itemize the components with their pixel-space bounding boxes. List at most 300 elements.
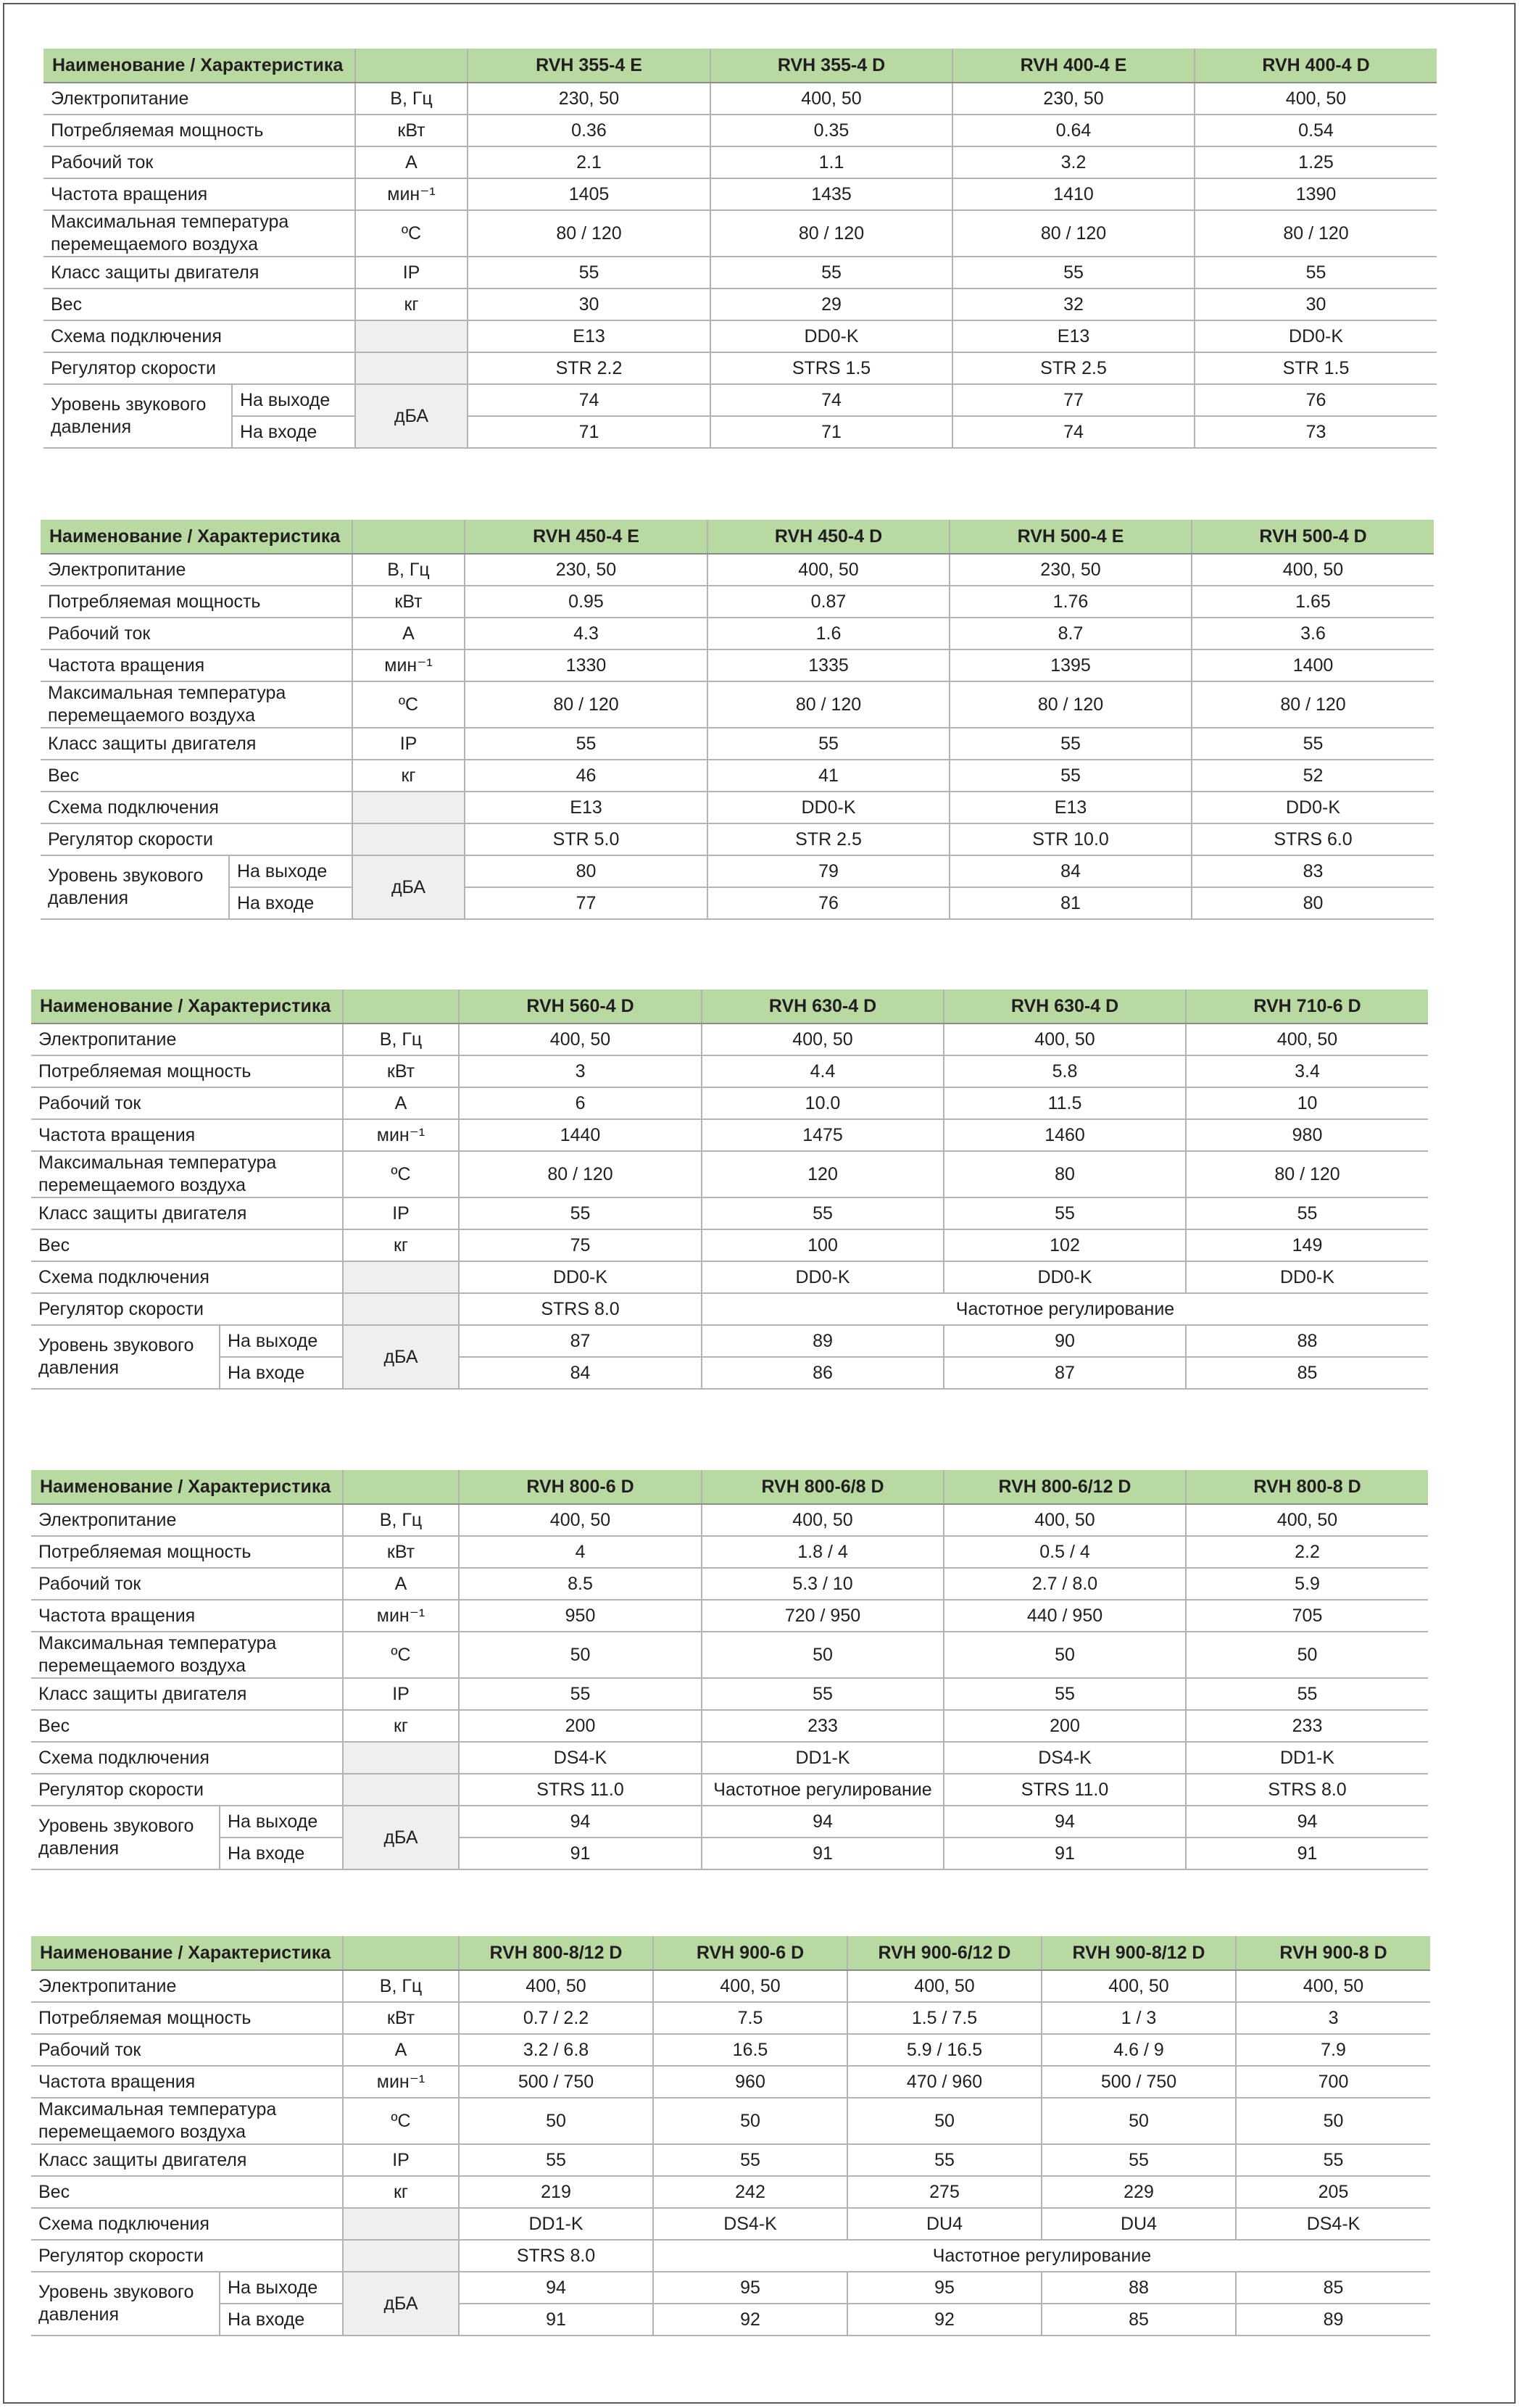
row-value: 229: [1042, 2176, 1236, 2208]
row-unit: кВт: [355, 115, 468, 146]
column-header-unit: [343, 989, 459, 1024]
row-label: Потребляемая мощность: [31, 2002, 343, 2034]
model-header: RVH 800-6/8 D: [702, 1470, 944, 1504]
row-value: DD0-K: [1195, 320, 1437, 352]
sound-out-value: 84: [950, 855, 1192, 887]
table-row: [31, 1024, 1428, 1055]
row-value: E13: [465, 792, 707, 823]
row-value: 55: [847, 2144, 1042, 2176]
row-value: 1335: [707, 649, 950, 681]
row-value: 41: [707, 760, 950, 792]
row-unit: кВт: [352, 586, 465, 618]
sound-in-value: 81: [950, 887, 1192, 919]
row-value: 4: [459, 1536, 702, 1568]
row-unit: [343, 1261, 459, 1293]
sound-out-value: 87: [459, 1325, 702, 1357]
sound-in-label: На входе: [220, 1838, 343, 1869]
row-value: E13: [468, 320, 710, 352]
row-value: DS4-K: [944, 1742, 1186, 1774]
row-value: 205: [1236, 2176, 1430, 2208]
row-value: DD1-K: [1186, 1742, 1428, 1774]
row-unit: В, Гц: [343, 1504, 459, 1536]
table-row: [31, 2034, 1430, 2066]
row-value: 230, 50: [950, 554, 1192, 586]
row-value: 7.9: [1236, 2034, 1430, 2066]
row-value: 230, 50: [952, 83, 1195, 115]
row-value: 50: [944, 1632, 1186, 1678]
sound-out-value: 95: [653, 2272, 847, 2304]
table-row: [31, 2066, 1430, 2098]
row-value: DS4-K: [1236, 2208, 1430, 2240]
row-value: 50: [847, 2098, 1042, 2144]
row-value: 50: [1042, 2098, 1236, 2144]
spec-table-5: [31, 1936, 1430, 2336]
sound-in-value: 85: [1186, 1357, 1428, 1389]
row-value: 8.7: [950, 618, 1192, 649]
row-label: Регулятор скорости: [41, 823, 352, 855]
column-header-name: Наименование / Характеристика: [41, 520, 352, 554]
row-label: Схема подключения: [31, 2208, 343, 2240]
table-row: [31, 1742, 1428, 1774]
column-header-name: Наименование / Характеристика: [31, 1936, 343, 1970]
row-label: Рабочий ток: [43, 146, 355, 178]
table-header-row: [41, 520, 1434, 554]
row-value: DD0-K: [1192, 792, 1434, 823]
row-label: Электропитание: [31, 1504, 343, 1536]
sound-out-label: На выходе: [229, 855, 352, 887]
sound-in-value: 85: [1042, 2304, 1236, 2336]
row-value: DD0-K: [710, 320, 952, 352]
sound-out-value: 74: [710, 384, 952, 416]
row-value: 1460: [944, 1119, 1186, 1151]
row-label: Рабочий ток: [31, 2034, 343, 2066]
row-label: Схема подключения: [41, 792, 352, 823]
row-value: 55: [459, 2144, 653, 2176]
row-label: Регулятор скорости: [31, 1293, 343, 1325]
row-value: 149: [1186, 1229, 1428, 1261]
row-value: 400, 50: [459, 1024, 702, 1055]
sound-label: Уровень звукового давления: [43, 384, 232, 448]
table-row: [43, 320, 1437, 352]
row-value: 100: [702, 1229, 944, 1261]
row-value: 400, 50: [1192, 554, 1434, 586]
row-unit: IP: [352, 728, 465, 760]
row-value: 1.8 / 4: [702, 1536, 944, 1568]
row-value: 5.8: [944, 1055, 1186, 1087]
row-value: 980: [1186, 1119, 1428, 1151]
row-value: 470 / 960: [847, 2066, 1042, 2098]
row-label: Максимальная температура перемещаемого воздуха: [31, 1632, 343, 1678]
row-label: Рабочий ток: [31, 1087, 343, 1119]
row-value: 233: [1186, 1710, 1428, 1742]
model-header: RVH 800-6/12 D: [944, 1470, 1186, 1504]
column-header-unit: [343, 1936, 459, 1970]
row-value: 400, 50: [459, 1970, 653, 2002]
row-value: 219: [459, 2176, 653, 2208]
row-value: 3: [459, 1055, 702, 1087]
sound-in-value: 86: [702, 1357, 944, 1389]
row-value: STR 2.2: [468, 352, 710, 384]
row-value: DU4: [847, 2208, 1042, 2240]
sound-in-value: 84: [459, 1357, 702, 1389]
row-value: 4.3: [465, 618, 707, 649]
model-header: RVH 500-4 E: [950, 520, 1192, 554]
row-value: 3.4: [1186, 1055, 1428, 1087]
row-unit: IP: [343, 1678, 459, 1710]
column-header-name: Наименование / Характеристика: [31, 989, 343, 1024]
row-value: 400, 50: [1195, 83, 1437, 115]
row-value: STRS 8.0: [459, 1293, 702, 1325]
row-value: 55: [459, 1197, 702, 1229]
row-value: 55: [702, 1678, 944, 1710]
row-label: Вес: [31, 1710, 343, 1742]
row-unit: В, Гц: [355, 83, 468, 115]
row-value: 80: [944, 1151, 1186, 1197]
table-row: [31, 1632, 1428, 1678]
table-row: [31, 2144, 1430, 2176]
row-unit: кг: [355, 288, 468, 320]
sound-out-value: 94: [702, 1806, 944, 1838]
table-row: [41, 649, 1434, 681]
column-header-unit: [352, 520, 465, 554]
row-value: 55: [952, 257, 1195, 288]
row-value: STR 5.0: [465, 823, 707, 855]
row-value: 400, 50: [653, 1970, 847, 2002]
row-label: Рабочий ток: [31, 1568, 343, 1600]
row-value: DD0-K: [707, 792, 950, 823]
row-unit: А: [355, 146, 468, 178]
table-row: [31, 1568, 1428, 1600]
row-value: 0.36: [468, 115, 710, 146]
row-value: 30: [468, 288, 710, 320]
row-value: STRS 11.0: [459, 1774, 702, 1806]
table-row: [31, 1678, 1428, 1710]
row-value: 0.64: [952, 115, 1195, 146]
row-value: 3: [1236, 2002, 1430, 2034]
row-value: DD1-K: [459, 2208, 653, 2240]
row-unit: ºС: [355, 210, 468, 257]
column-header-unit: [343, 1470, 459, 1504]
table-row: [31, 1151, 1428, 1197]
row-label: Схема подключения: [31, 1742, 343, 1774]
row-value: 55: [944, 1197, 1186, 1229]
sound-in-value: 91: [944, 1838, 1186, 1869]
row-value: 400, 50: [459, 1504, 702, 1536]
sound-label: Уровень звукового давления: [41, 855, 229, 919]
sound-out-value: 80: [465, 855, 707, 887]
row-value: 1 / 3: [1042, 2002, 1236, 2034]
model-header: RVH 800-8 D: [1186, 1470, 1428, 1504]
table-row: [31, 1087, 1428, 1119]
model-header: RVH 500-4 D: [1192, 520, 1434, 554]
row-value: 230, 50: [465, 554, 707, 586]
row-unit: А: [343, 2034, 459, 2066]
row-value: STR 2.5: [707, 823, 950, 855]
table-row: [31, 1504, 1428, 1536]
row-value: STRS 8.0: [1186, 1774, 1428, 1806]
row-value: STR 1.5: [1195, 352, 1437, 384]
row-value: 1.1: [710, 146, 952, 178]
row-value: 500 / 750: [1042, 2066, 1236, 2098]
table-row: [31, 1197, 1428, 1229]
sound-out-label: На выходе: [232, 384, 355, 416]
model-header: RVH 900-6 D: [653, 1936, 847, 1970]
row-unit: [343, 1742, 459, 1774]
row-value: 55: [950, 760, 1192, 792]
model-header: RVH 630-4 D: [944, 989, 1186, 1024]
sound-row-in: [41, 887, 1434, 919]
sound-out-value: 76: [1195, 384, 1437, 416]
model-header: RVH 560-4 D: [459, 989, 702, 1024]
row-value: 80 / 120: [1195, 210, 1437, 257]
row-value: 400, 50: [707, 554, 950, 586]
row-unit: кВт: [343, 1055, 459, 1087]
row-value: 3.6: [1192, 618, 1434, 649]
row-value: 55: [459, 1678, 702, 1710]
row-label: Максимальная температура перемещаемого воздуха: [31, 2098, 343, 2144]
row-value: 950: [459, 1600, 702, 1632]
row-label: Схема подключения: [43, 320, 355, 352]
row-value: 55: [1236, 2144, 1430, 2176]
row-unit: [343, 1293, 459, 1325]
sound-out-value: 90: [944, 1325, 1186, 1357]
row-value: 1395: [950, 649, 1192, 681]
row-value: DD1-K: [702, 1742, 944, 1774]
table-row: [43, 210, 1437, 257]
row-label: Электропитание: [31, 1024, 343, 1055]
table-row: [31, 2208, 1430, 2240]
row-unit: ºС: [352, 681, 465, 728]
row-label: Частота вращения: [31, 2066, 343, 2098]
sound-in-label: На входе: [220, 1357, 343, 1389]
row-value: 120: [702, 1151, 944, 1197]
row-unit: кВт: [343, 1536, 459, 1568]
row-value: 55: [465, 728, 707, 760]
row-label: Вес: [31, 2176, 343, 2208]
row-value: 0.7 / 2.2: [459, 2002, 653, 2034]
row-value: 400, 50: [1236, 1970, 1430, 2002]
table-row: [31, 1536, 1428, 1568]
sound-out-value: 94: [944, 1806, 1186, 1838]
table-row: [41, 792, 1434, 823]
sound-out-value: 83: [1192, 855, 1434, 887]
sound-in-value: 76: [707, 887, 950, 919]
sound-unit: дБА: [343, 1806, 459, 1869]
row-unit: ºС: [343, 1151, 459, 1197]
row-value: 80 / 120: [952, 210, 1195, 257]
row-value: E13: [952, 320, 1195, 352]
row-value: DD0-K: [702, 1261, 944, 1293]
row-value: 5.3 / 10: [702, 1568, 944, 1600]
row-value: 500 / 750: [459, 2066, 653, 2098]
row-label: Регулятор скорости: [31, 2240, 343, 2272]
table-row: [41, 586, 1434, 618]
row-label: Рабочий ток: [41, 618, 352, 649]
row-label: Регулятор скорости: [43, 352, 355, 384]
row-value: 1330: [465, 649, 707, 681]
row-value: 705: [1186, 1600, 1428, 1632]
sound-row-in: [43, 416, 1437, 448]
row-value: STR 2.5: [952, 352, 1195, 384]
model-header: RVH 400-4 D: [1195, 49, 1437, 83]
sound-unit: дБА: [343, 1325, 459, 1389]
row-label: Класс защиты двигателя: [31, 2144, 343, 2176]
row-value: 720 / 950: [702, 1600, 944, 1632]
row-unit: ºС: [343, 2098, 459, 2144]
row-value: DS4-K: [459, 1742, 702, 1774]
row-value: 230, 50: [468, 83, 710, 115]
row-value: 80 / 120: [468, 210, 710, 257]
row-value: 400, 50: [702, 1504, 944, 1536]
row-label: Потребляемая мощность: [41, 586, 352, 618]
row-label: Класс защиты двигателя: [31, 1197, 343, 1229]
row-value: 1390: [1195, 178, 1437, 210]
row-unit: мин⁻¹: [352, 649, 465, 681]
row-value: 80 / 120: [1186, 1151, 1428, 1197]
sound-unit: дБА: [343, 2272, 459, 2336]
row-value: DD0-K: [459, 1261, 702, 1293]
row-label: Электропитание: [43, 83, 355, 115]
table-row: [43, 288, 1437, 320]
row-value: 55: [944, 1678, 1186, 1710]
sound-in-value: 71: [710, 416, 952, 448]
row-value: 29: [710, 288, 952, 320]
row-unit: А: [343, 1568, 459, 1600]
spec-table-4: [31, 1470, 1428, 1870]
table-row: [41, 760, 1434, 792]
row-label: Максимальная температура перемещаемого воздуха: [43, 210, 355, 257]
row-value: 2.2: [1186, 1536, 1428, 1568]
row-value: 5.9 / 16.5: [847, 2034, 1042, 2066]
row-value: 32: [952, 288, 1195, 320]
sound-out-value: 85: [1236, 2272, 1430, 2304]
row-unit: IP: [343, 2144, 459, 2176]
column-header-name: Наименование / Характеристика: [43, 49, 355, 83]
sound-in-label: На входе: [229, 887, 352, 919]
row-value: 1.25: [1195, 146, 1437, 178]
model-header: RVH 630-4 D: [702, 989, 944, 1024]
row-unit: [355, 320, 468, 352]
row-value: 4.4: [702, 1055, 944, 1087]
row-value: Частотное регулирование: [702, 1774, 944, 1806]
row-unit: кг: [352, 760, 465, 792]
row-value: 50: [459, 1632, 702, 1678]
model-header: RVH 900-8/12 D: [1042, 1936, 1236, 1970]
sound-out-value: 77: [952, 384, 1195, 416]
row-value: 1.5 / 7.5: [847, 2002, 1042, 2034]
sound-out-value: 88: [1186, 1325, 1428, 1357]
row-value: 75: [459, 1229, 702, 1261]
table-header-row: [31, 1470, 1428, 1504]
row-value: 55: [707, 728, 950, 760]
row-value: 55: [1042, 2144, 1236, 2176]
model-header: RVH 450-4 D: [707, 520, 950, 554]
table-row: [31, 1970, 1430, 2002]
model-header: RVH 800-6 D: [459, 1470, 702, 1504]
row-value: 3.2: [952, 146, 1195, 178]
table-row: [43, 257, 1437, 288]
sound-out-label: На выходе: [220, 1806, 343, 1838]
row-label: Схема подключения: [31, 1261, 343, 1293]
table-row: [43, 83, 1437, 115]
table-row: [43, 352, 1437, 384]
row-value: 80 / 120: [710, 210, 952, 257]
column-header-name: Наименование / Характеристика: [31, 1470, 343, 1504]
row-value: 275: [847, 2176, 1042, 2208]
row-value: 1.6: [707, 618, 950, 649]
row-value: 8.5: [459, 1568, 702, 1600]
row-value: 1435: [710, 178, 952, 210]
row-value: 16.5: [653, 2034, 847, 2066]
row-value: Частотное регулирование: [702, 1293, 1428, 1325]
row-unit: кг: [343, 1229, 459, 1261]
row-unit: кВт: [343, 2002, 459, 2034]
row-value: STRS 11.0: [944, 1774, 1186, 1806]
sound-in-value: 92: [847, 2304, 1042, 2336]
row-unit: В, Гц: [352, 554, 465, 586]
row-value: 440 / 950: [944, 1600, 1186, 1632]
row-value: 55: [1186, 1678, 1428, 1710]
row-value: E13: [950, 792, 1192, 823]
row-value: 233: [702, 1710, 944, 1742]
row-value: 55: [950, 728, 1192, 760]
row-value: 80 / 120: [707, 681, 950, 728]
model-header: RVH 800-8/12 D: [459, 1936, 653, 1970]
row-unit: [343, 1774, 459, 1806]
sound-in-value: 91: [1186, 1838, 1428, 1869]
row-value: 6: [459, 1087, 702, 1119]
row-value: 80 / 120: [459, 1151, 702, 1197]
table-header-row: [43, 49, 1437, 83]
table-row: [31, 1774, 1428, 1806]
sound-out-value: 94: [459, 2272, 653, 2304]
sound-row-in: [31, 1838, 1428, 1869]
model-header: RVH 355-4 D: [710, 49, 952, 83]
row-value: Частотное регулирование: [653, 2240, 1430, 2272]
row-label: Регулятор скорости: [31, 1774, 343, 1806]
row-unit: IP: [355, 257, 468, 288]
sound-out-value: 95: [847, 2272, 1042, 2304]
row-value: 400, 50: [847, 1970, 1042, 2002]
sound-in-value: 91: [702, 1838, 944, 1869]
spec-table-1: [43, 49, 1437, 449]
row-unit: IP: [343, 1197, 459, 1229]
row-value: 400, 50: [1186, 1024, 1428, 1055]
table-header-row: [31, 1936, 1430, 1970]
row-value: 50: [1236, 2098, 1430, 2144]
row-label: Класс защиты двигателя: [41, 728, 352, 760]
row-label: Частота вращения: [31, 1119, 343, 1151]
row-unit: А: [352, 618, 465, 649]
row-unit: [343, 2240, 459, 2272]
row-value: 1475: [702, 1119, 944, 1151]
row-value: 10.0: [702, 1087, 944, 1119]
row-value: 700: [1236, 2066, 1430, 2098]
sound-in-value: 91: [459, 2304, 653, 2336]
table-row: [31, 2002, 1430, 2034]
table-row: [31, 1055, 1428, 1087]
model-header: RVH 355-4 E: [468, 49, 710, 83]
row-label: Максимальная температура перемещаемого воздуха: [31, 1151, 343, 1197]
row-value: 242: [653, 2176, 847, 2208]
row-label: Потребляемая мощность: [43, 115, 355, 146]
table-row: [41, 823, 1434, 855]
row-label: Потребляемая мощность: [31, 1055, 343, 1087]
row-value: 30: [1195, 288, 1437, 320]
row-value: 0.87: [707, 586, 950, 618]
row-value: STRS 1.5: [710, 352, 952, 384]
row-unit: В, Гц: [343, 1024, 459, 1055]
